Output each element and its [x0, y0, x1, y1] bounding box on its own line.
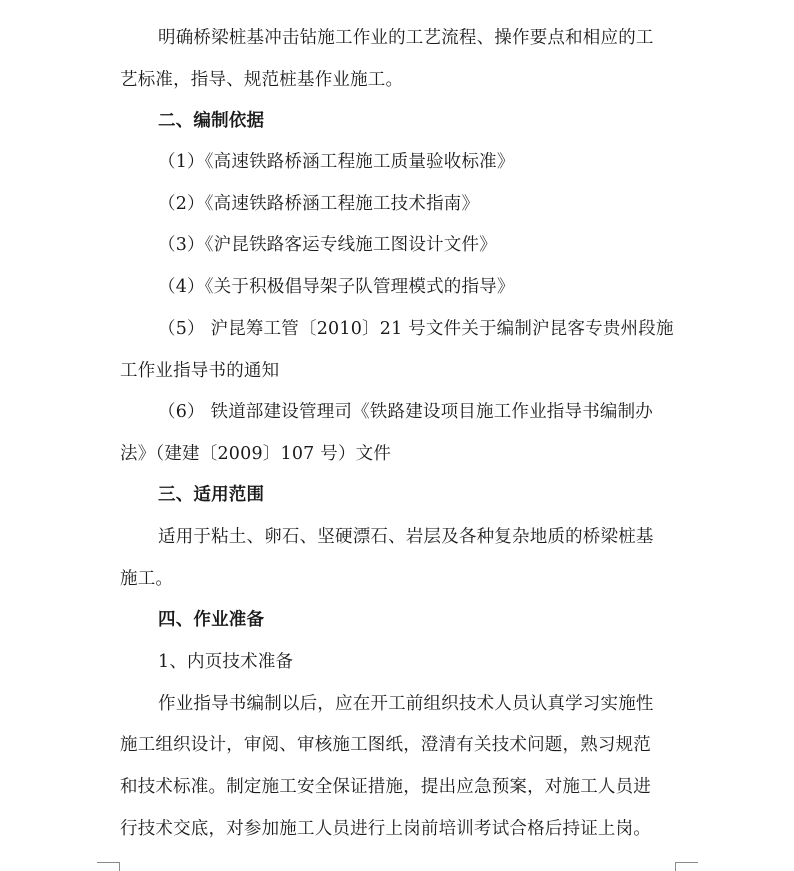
basis-item-5-line-1: （5） 沪昆筹工管〔2010〕21 号文件关于编制沪昆客专贵州段施	[158, 319, 674, 339]
basis-item-1: （1）《高速铁路桥涵工程施工质量验收标准》	[158, 152, 515, 172]
subsection-heading-technical-prep: 1、内页技术准备	[158, 652, 294, 672]
prep-paragraph-line-1: 作业指导书编制以后，应在开工前组织技术人员认真学习实施性	[158, 694, 654, 714]
page-corner-mark-left	[97, 862, 120, 871]
section-heading-scope: 三、适用范围	[158, 485, 265, 505]
scope-paragraph-line-2: 施工。	[120, 569, 174, 589]
page-corner-mark-right	[675, 862, 698, 871]
prep-paragraph-line-4: 行技术交底，对参加施工人员进行上岗前培训考试合格后持证上岗。	[120, 819, 651, 839]
basis-item-6-line-2: 法》（建建〔2009〕107 号）文件	[120, 444, 392, 464]
basis-item-4: （4）《关于积极倡导架子队管理模式的指导》	[158, 277, 515, 297]
prep-paragraph-line-3: 和技术标准。制定施工安全保证措施，提出应急预案，对施工人员进	[120, 777, 651, 797]
purpose-paragraph-line-2: 艺标准，指导、规范桩基作业施工。	[120, 70, 404, 90]
basis-item-6-line-1: （6） 铁道部建设管理司《铁路建设项目施工作业指导书编制办	[158, 402, 653, 422]
basis-item-3: （3）《沪昆铁路客运专线施工图设计文件》	[158, 235, 497, 255]
scope-paragraph-line-1: 适用于粘土、卵石、坚硬漂石、岩层及各种复杂地质的桥梁桩基	[158, 527, 654, 547]
purpose-paragraph-line-1: 明确桥梁桩基冲击钻施工作业的工艺流程、操作要点和相应的工	[158, 28, 654, 48]
basis-item-2: （2）《高速铁路桥涵工程施工技术指南》	[158, 194, 480, 214]
section-heading-basis: 二、编制依据	[158, 111, 265, 131]
basis-item-5-line-2: 工作业指导书的通知	[120, 361, 280, 381]
prep-paragraph-line-2: 施工组织设计，审阅、审核施工图纸，澄清有关技术问题，熟习规范	[120, 735, 651, 755]
section-heading-preparation: 四、作业准备	[158, 610, 265, 630]
